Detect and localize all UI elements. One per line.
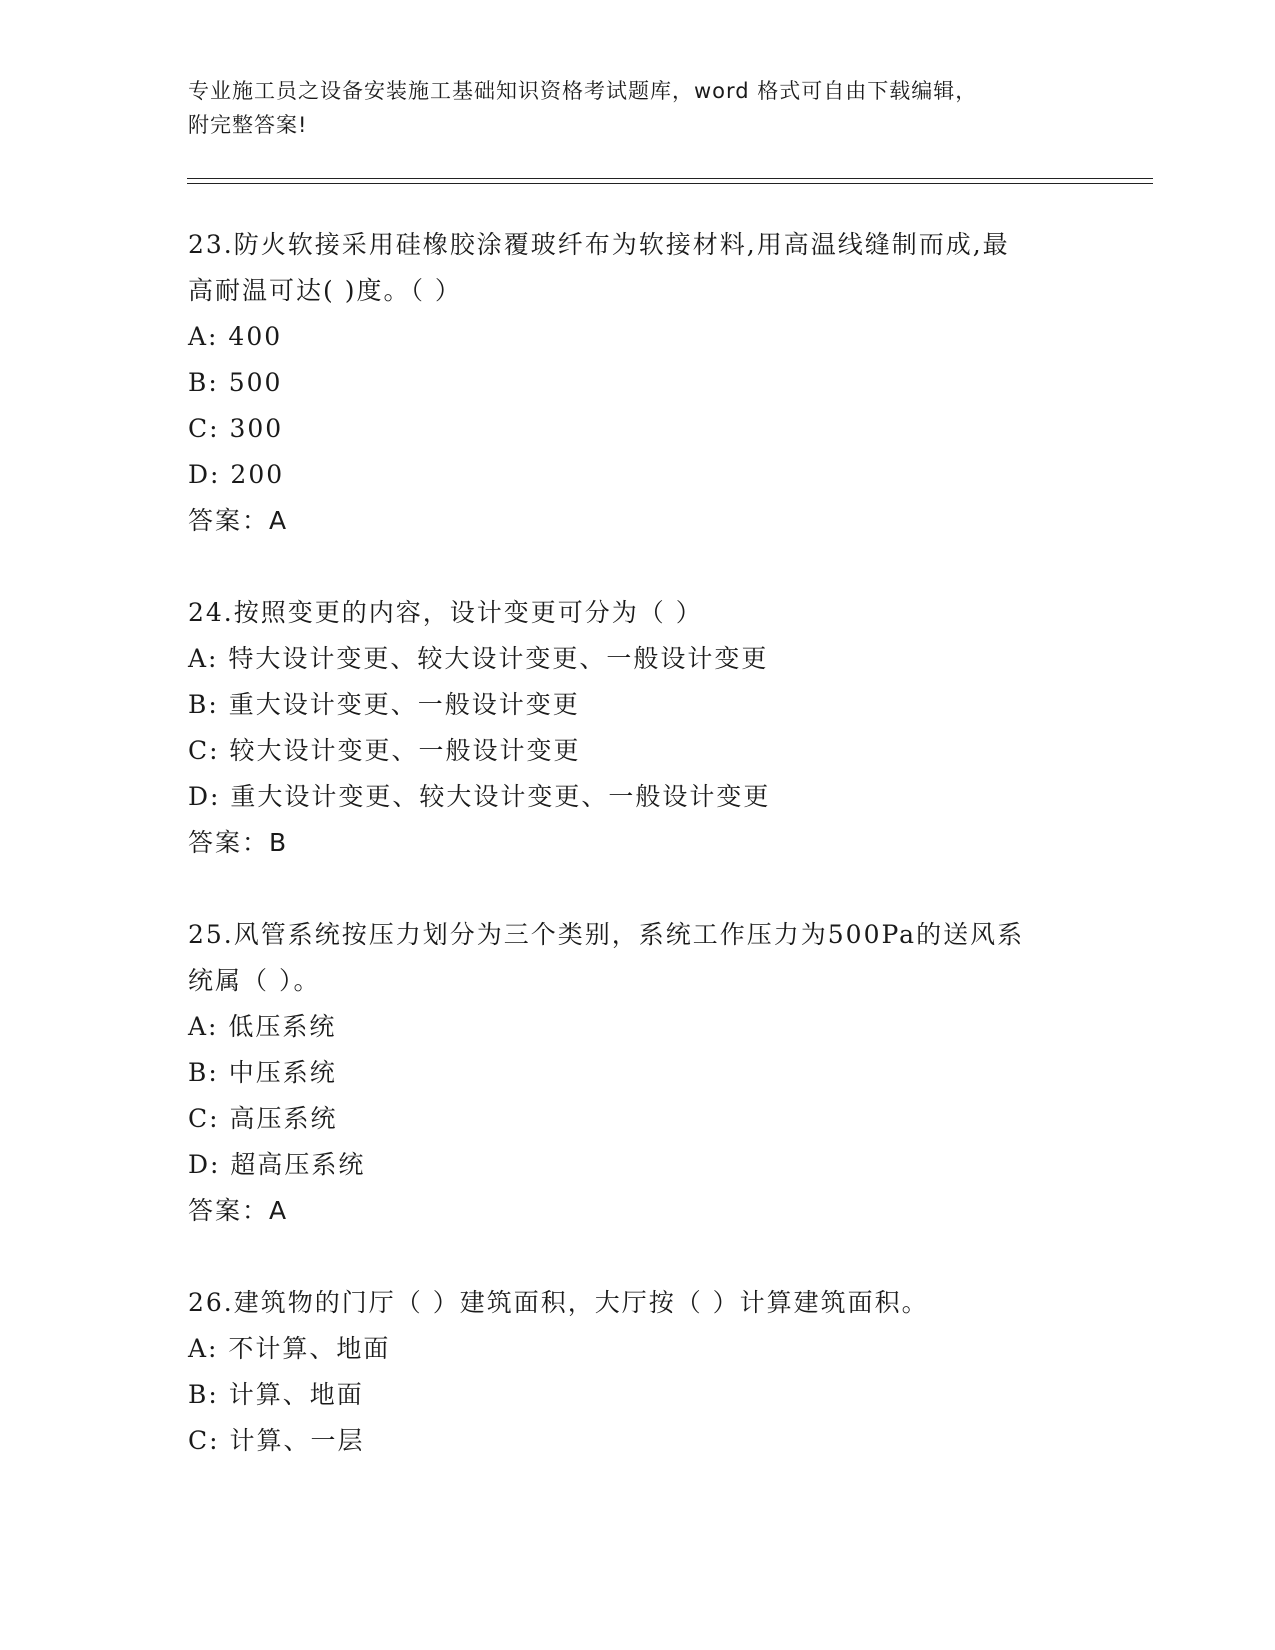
option-c: C: 300 xyxy=(188,414,284,443)
option-d: D: 重大设计变更、较大设计变更、一般设计变更 xyxy=(188,782,771,811)
option-b: B: 500 xyxy=(188,368,283,397)
answer-line: 答案：A xyxy=(188,506,289,535)
header-divider-bottom xyxy=(187,183,1153,184)
answer-line: 答案：A xyxy=(188,1196,289,1225)
option-b: B: 重大设计变更、一般设计变更 xyxy=(188,690,580,719)
question-stem-line: 统属（ ）。 xyxy=(188,966,321,995)
answer-line: 答案：B xyxy=(188,828,289,857)
option-d: D: 超高压系统 xyxy=(188,1150,366,1179)
document-header xyxy=(188,74,1088,142)
option-c: C: 较大设计变更、一般设计变更 xyxy=(188,736,581,765)
header-line-1: 专业施工员之设备安装施工基础知识资格考试题库，word 格式可自由下载编辑， xyxy=(188,79,978,103)
question-24 xyxy=(188,590,1088,866)
option-c: C: 高压系统 xyxy=(188,1104,338,1133)
option-a: A: 不计算、地面 xyxy=(188,1334,391,1363)
option-a: A: 400 xyxy=(188,322,283,351)
header-line-2: 附完整答案! xyxy=(188,113,308,137)
question-stem-line: 24.按照变更的内容，设计变更可分为（ ） xyxy=(188,598,703,627)
question-23 xyxy=(188,222,1088,544)
question-stem-line: 25.风管系统按压力划分为三个类别，系统工作压力为500Pa的送风系 xyxy=(188,920,1025,949)
option-a: A: 低压系统 xyxy=(188,1012,337,1041)
question-25 xyxy=(188,912,1088,1234)
question-26 xyxy=(188,1280,1088,1464)
option-d: D: 200 xyxy=(188,460,285,489)
option-a: A: 特大设计变更、较大设计变更、一般设计变更 xyxy=(188,644,769,673)
question-stem-line: 26.建筑物的门厅（ ）建筑面积，大厅按（ ）计算建筑面积。 xyxy=(188,1288,929,1317)
question-stem-line: 23.防火软接采用硅橡胶涂覆玻纤布为软接材料,用高温线缝制而成,最 xyxy=(188,230,1010,259)
option-b: B: 计算、地面 xyxy=(188,1380,364,1409)
question-stem-line: 高耐温可达( )度。（ ） xyxy=(188,276,462,305)
header-divider-top xyxy=(187,178,1153,179)
option-b: B: 中压系统 xyxy=(188,1058,337,1087)
option-c: C: 计算、一层 xyxy=(188,1426,365,1455)
